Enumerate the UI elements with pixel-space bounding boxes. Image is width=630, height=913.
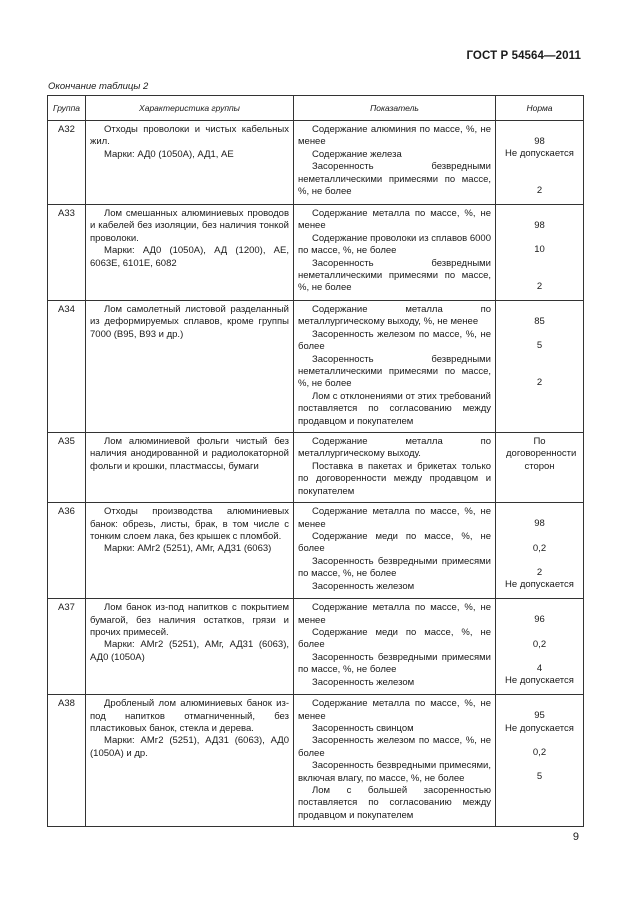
indicator-cell: Содержание металла по металлургическому выходу. Поставка в пакетах и брикетах только по договоренности между продавцом и покупателем — [294, 433, 496, 503]
table-row — [48, 205, 584, 301]
norm-cell: 98 Не допускается 2 — [496, 121, 584, 205]
group-description: Дробленый лом алюминиевых банок из-под напитков отмагниченный, без пластиковых банок, стекла и дерева. Марки: АМг2 (5251), АД31 (6063), АД0 (1050А) и др. — [86, 695, 294, 827]
table-row — [48, 599, 584, 695]
table-header-row — [48, 96, 584, 121]
norm-cell: 96 0,2 4 Не допускается — [496, 599, 584, 695]
indicator-cell: Содержание металла по массе, %, не менее Содержание меди по массе, %, не более Засоренность безвредными примесями по массе, %, не более Засоренность железом — [294, 503, 496, 599]
col-header-norm: Норма — [496, 96, 584, 121]
group-description: Отходы производства алюминиевых банок: обрезь, листы, брак, в том числе с тонким слоем лака, без крышек с пломбой. Марки: АМг2 (5251), АМг, АД31 (6063) — [86, 503, 294, 599]
group-description: Лом самолетный листовой разделанный из деформируемых сплавов, кроме группы 7000 (В95, В93 и др.) — [86, 301, 294, 433]
col-header-indicator: Показатель — [294, 96, 496, 121]
indicator-cell: Содержание металла по массе, %, не менее Содержание меди по массе, %, не более Засоренность безвредными примесями по массе, %, не более Засоренность железом — [294, 599, 496, 695]
norm-cell: 98 10 2 — [496, 205, 584, 301]
norm-cell: По договоренности сторон — [496, 433, 584, 503]
group-code: А36 — [48, 503, 86, 599]
group-code: А33 — [48, 205, 86, 301]
table-row — [48, 433, 584, 503]
group-code: А34 — [48, 301, 86, 433]
indicator-cell: Содержание металла по металлургическому выходу, %, не менее Засоренность железом по массе, %, не более Засоренность безвредными неметаллическими примесями по массе, %, не более Лом с отклонениями от этих требований поставляется по согласованию между продавцом и покупателем — [294, 301, 496, 433]
group-description: Лом банок из-под напитков с покрытием бумагой, без наличия остатков, грязи и прочих примесей. Марки: АМг2 (5251), АМг, АД31 (6063), АД0 (1050А) — [86, 599, 294, 695]
group-code: А35 — [48, 433, 86, 503]
page-number: 9 — [572, 831, 579, 843]
standard-header: ГОСТ Р 54564—2011 — [466, 50, 581, 62]
table-continuation-label: Окончание таблицы 2 — [48, 81, 149, 92]
norm-cell: 85 5 2 — [496, 301, 584, 433]
col-header-characteristic: Характеристика группы — [86, 96, 294, 121]
table-row — [48, 695, 584, 827]
group-description: Лом смешанных алюминиевых проводов и кабелей без изоляции, без наличия тонкой проволоки. Марки: АД0 (1050А), АД (1200), АЕ, 6063Е, 6101Е, 6082 — [86, 205, 294, 301]
indicator-cell: Содержание металла по массе, %, не менее Засоренность свинцом Засоренность железом по массе, %, не более Засоренность безвредными примесями, включая влагу, по массе, %, не более Лом с большей засоренностью поставляется по согласованию между продавцом и покупателем — [294, 695, 496, 827]
norm-cell: 98 0,2 2 Не допускается — [496, 503, 584, 599]
indicator-cell: Содержание металла по массе, %, не менее Содержание проволоки из сплавов 6000 по массе, %, не более Засоренность безвредными неметаллическими примесями по массе, %, не более — [294, 205, 496, 301]
indicator-cell: Содержание алюминия по массе, %, не менее Содержание железа Засоренность безвредными неметаллическими примесями по массе, %, не более — [294, 121, 496, 205]
col-header-group: Группа — [48, 96, 86, 121]
table-row — [48, 503, 584, 599]
group-code: А32 — [48, 121, 86, 205]
group-code: А37 — [48, 599, 86, 695]
table-row — [48, 301, 584, 433]
group-code: А38 — [48, 695, 86, 827]
group-description: Лом алюминиевой фольги чистый без наличия анодированной и радиолокаторной фольги и крошки, пластмассы, бумаги — [86, 433, 294, 503]
properties-table — [47, 95, 584, 827]
norm-cell: 95 Не допускается 0,2 5 — [496, 695, 584, 827]
group-description: Отходы проволоки и чистых кабельных жил. Марки: АД0 (1050А), АД1, АЕ — [86, 121, 294, 205]
table-row — [48, 121, 584, 205]
